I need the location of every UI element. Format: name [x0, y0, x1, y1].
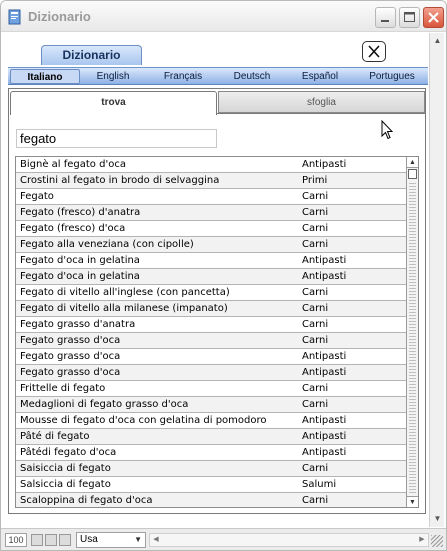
resize-grip-icon[interactable] [431, 535, 443, 547]
horizontal-scrollbar[interactable] [149, 533, 429, 547]
table-row[interactable] [16, 413, 407, 429]
language-bar [8, 67, 428, 85]
result-name: Fegato (fresco) d'anatra [20, 207, 141, 218]
scroll-right-icon[interactable]: ▶ [419, 536, 425, 543]
table-row[interactable] [16, 237, 407, 253]
scroll-up-icon[interactable]: ▲ [407, 157, 418, 168]
close-icon [424, 8, 443, 27]
language-francais[interactable]: Français [163, 71, 203, 82]
result-category: Carni [302, 287, 329, 298]
result-name: Salsiccia di fegato [20, 479, 111, 490]
table-row[interactable] [16, 253, 407, 269]
result-category: Carni [302, 239, 329, 250]
window-title: Dizionario [28, 9, 91, 24]
result-name: Fegato di vitello all'inglese (con pancetta) [20, 287, 230, 298]
result-name: Mousse di fegato d'oca con gelatina di pomodoro [20, 415, 267, 426]
result-category: Salumi [302, 479, 337, 490]
tab-trova[interactable]: trova [10, 91, 217, 115]
result-name: Pâté di fegato [20, 431, 90, 442]
result-name: Fegato di vitello alla milanese (impanato) [20, 303, 228, 314]
tab-divider [217, 113, 425, 114]
table-row[interactable] [16, 269, 407, 285]
table-row[interactable] [16, 221, 407, 237]
result-category: Antipasti [302, 255, 347, 266]
search-panel [8, 88, 426, 514]
status-bar [1, 528, 446, 550]
table-row[interactable] [16, 493, 407, 508]
mode-icon-2[interactable] [45, 534, 57, 546]
mode-icon-1[interactable] [31, 534, 43, 546]
result-name: Medaglioni di fegato grasso d'oca [20, 399, 189, 410]
language-italiano[interactable]: Italiano [10, 69, 80, 84]
minimize-icon [376, 8, 395, 27]
table-row[interactable] [16, 173, 407, 189]
result-category: Carni [302, 303, 329, 314]
maximize-icon [400, 8, 419, 27]
scroll-down-icon[interactable]: ▼ [407, 496, 418, 507]
minimize-button[interactable] [375, 7, 396, 28]
language-portugues[interactable]: Portugues [369, 71, 415, 82]
table-row[interactable] [16, 381, 407, 397]
results-scrollbar[interactable] [406, 157, 418, 507]
result-name: Fegato grasso d'oca [20, 335, 121, 346]
table-row[interactable] [16, 365, 407, 381]
result-category: Carni [302, 319, 329, 330]
table-row[interactable] [16, 461, 407, 477]
zoom-level[interactable]: 100 [5, 533, 27, 547]
table-row[interactable] [16, 477, 407, 493]
result-category: Antipasti [302, 351, 347, 362]
result-name: Pâtédi fegato d'oca [20, 447, 117, 458]
result-category: Primi [302, 175, 328, 186]
scroll-thumb[interactable] [408, 169, 417, 179]
table-row[interactable] [16, 349, 407, 365]
result-category: Carni [302, 399, 329, 410]
result-category: Carni [302, 383, 329, 394]
result-name: Fegato (fresco) d'oca [20, 223, 126, 234]
tab-sfoglia[interactable]: sfoglia [218, 91, 425, 113]
result-name: Frittelle di fegato [20, 383, 106, 394]
result-name: Fegato grasso d'oca [20, 351, 121, 362]
result-name: Fegato [20, 191, 54, 202]
result-name: Fegato d'oca in gelatina [20, 271, 140, 282]
table-row[interactable] [16, 205, 407, 221]
window-scroll-up-icon[interactable]: ▲ [433, 36, 442, 45]
result-category: Carni [302, 495, 329, 506]
scroll-track [409, 182, 416, 493]
result-name: Fegato d'oca in gelatina [20, 255, 140, 266]
result-category: Carni [302, 207, 329, 218]
result-category: Antipasti [302, 367, 347, 378]
chevron-down-icon: ▼ [134, 535, 142, 544]
table-row[interactable] [16, 445, 407, 461]
window-scroll-down-icon[interactable]: ▼ [433, 514, 442, 523]
app-content [4, 33, 428, 527]
result-category: Carni [302, 191, 329, 202]
close-dictionary-button[interactable] [362, 41, 386, 62]
table-row[interactable] [16, 189, 407, 205]
result-category: Antipasti [302, 431, 347, 442]
book-icon [7, 9, 23, 25]
result-category: Antipasti [302, 415, 347, 426]
result-category: Antipasti [302, 447, 347, 458]
result-category: Carni [302, 463, 329, 474]
result-name: Saisiccia di fegato [20, 463, 111, 474]
result-name: Fegato grasso d'oca [20, 367, 121, 378]
close-window-button[interactable] [423, 7, 444, 28]
table-row[interactable] [16, 333, 407, 349]
close-icon [363, 42, 385, 61]
table-row[interactable] [16, 317, 407, 333]
language-english[interactable]: English [96, 71, 130, 82]
dizionario-tab[interactable]: Dizionario [41, 45, 142, 65]
result-category: Carni [302, 335, 329, 346]
result-name: Fegato grasso d'anatra [20, 319, 136, 330]
window-scrollbar[interactable] [429, 33, 444, 527]
table-row[interactable] [16, 429, 407, 445]
table-row[interactable] [16, 397, 407, 413]
results-list[interactable] [15, 156, 419, 508]
result-category: Carni [302, 223, 329, 234]
mode-select[interactable] [76, 532, 146, 548]
maximize-button[interactable] [399, 7, 420, 28]
table-row[interactable] [16, 157, 407, 173]
result-name: Bignè al fegato d'oca [20, 159, 126, 170]
language-espanol[interactable]: Español [301, 71, 339, 82]
scroll-left-icon[interactable]: ◀ [153, 536, 159, 543]
result-name: Scaloppina di fegato d'oca [20, 495, 153, 506]
table-row[interactable] [16, 285, 407, 301]
mode-icon-3[interactable] [59, 534, 71, 546]
result-name: Crostini al fegato in brodo di selvaggina [20, 175, 220, 186]
search-input[interactable] [16, 129, 217, 148]
mouse-pointer-icon [381, 120, 394, 140]
result-category: Antipasti [302, 271, 347, 282]
language-deutsch[interactable]: Deutsch [233, 71, 271, 82]
mode-select-value: Usa [80, 534, 98, 545]
title-bar[interactable] [1, 1, 446, 32]
result-category: Antipasti [302, 159, 347, 170]
table-row[interactable] [16, 301, 407, 317]
result-name: Fegato alla veneziana (con cipolle) [20, 239, 194, 250]
